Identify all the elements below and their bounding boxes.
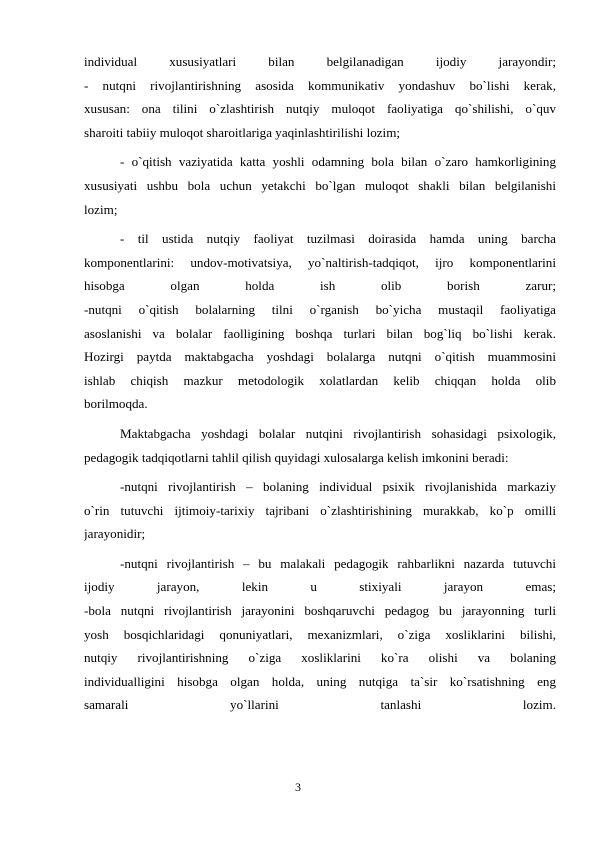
text-line: yosh bosqichlaridagi qonuniyatlari, mexanizmlari, o`ziga xosliklarini bilishi,: [84, 626, 556, 642]
text-line: asoslanishi va bolalar faolligining boshqa turlari bilan bog`liq bo`lishi kerak.: [84, 325, 556, 341]
text-line: -nutqni rivojlantirish – bu malakali pedagogik rahbarlikni nazarda tutuvchi: [120, 555, 556, 571]
text-line: - o`qitish vaziyatida katta yoshli odamning bola bilan o`zaro hamkorligining: [120, 154, 556, 170]
text-line: Hozirgi paytda maktabgacha yoshdagi bolalarga nutqni o`qitish muammosini: [84, 349, 556, 365]
text-line: sharoiti tabiiy muloqot sharoitlariga yaqinlashtirilishi lozim;: [84, 124, 401, 140]
text-line: pedagogik tadqiqotlarni tahlil qilish quyidagi xulosalarga kelish imkonini beradi:: [84, 449, 509, 465]
text-line: ishlab chiqish mazkur metodologik xolatlardan kelib chiqqan holda olib: [84, 372, 556, 388]
text-line: xususiyati ushbu bola uchun yetakchi bo`lgan muloqot shakli bilan belgilanishi: [84, 177, 556, 193]
text-line: - til ustida nutqiy faoliyat tuzilmasi doirasida hamda uning barcha: [120, 231, 556, 247]
text-line: samarali yo`llarini tanlashi lozim.: [84, 697, 556, 713]
text-line: Maktabgacha yoshdagi bolalar nutqini rivojlantirish sohasidagi psixologik,: [120, 425, 556, 441]
body-text: [84, 50, 556, 717]
page-number: 3: [295, 780, 301, 794]
text-line: komponentlarini: undov-motivatsiya, yo`naltirish-tadqiqot, ijro komponentlarini: [84, 254, 556, 270]
text-line: individual xususiyatlari bilan belgilanadigan ijodiy jarayondir;: [84, 54, 556, 69]
text-line: -bola nutqni rivojlantirish jarayonini boshqaruvchi pedagog bu jarayonning turli: [84, 603, 556, 619]
text-line: - nutqni rivojlantirishning asosida kommunikativ yondashuv bo`lishi kerak,: [84, 77, 556, 93]
text-line: borilmoqda.: [84, 396, 148, 412]
text-line: lozim;: [84, 201, 118, 217]
text-line: nutqiy rivojlantirishning o`ziga xosliklarini ko`ra olishi va bolaning: [84, 650, 556, 666]
text-line: -nutqni rivojlantirish – bolaning individual psixik rivojlanishida markaziy: [120, 479, 556, 495]
text-line: xususan: ona tilini o`zlashtirish nutqiy muloqot faoliyatiga qo`shilishi, o`quv: [84, 101, 556, 117]
text-line: hisobga olgan holda ish olib borish zarur;: [84, 278, 556, 294]
text-line: individualligini hisobga olgan holda, uning nutqiga ta`sir ko`rsatishning eng: [84, 673, 556, 689]
text-line: jarayonidir;: [84, 526, 146, 542]
text-line: -nutqni o`qitish bolalarning tilni o`rganish bo`yicha mustaqil faoliyatiga: [84, 301, 556, 317]
text-line: ijodiy jarayon, lekin u stixiyali jarayon emas;: [84, 579, 556, 595]
text-line: o`rin tutuvchi ijtimoiy-tarixiy tajribani o`zlashtirishining murakkab, ko`p omilli: [84, 502, 556, 518]
